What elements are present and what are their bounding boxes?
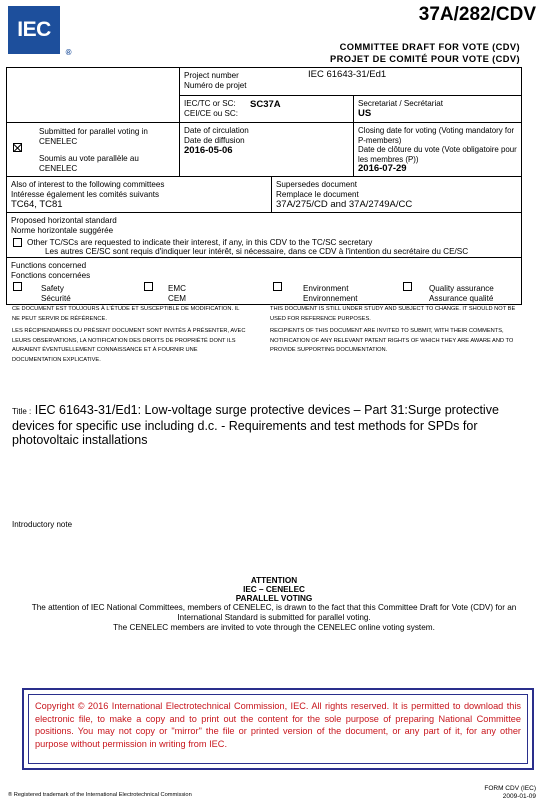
tc-cell [179,95,353,122]
circulation-label-fr: Date de diffusion [184,136,245,145]
quality-label-fr: Assurance qualité [429,294,494,303]
interest-label-fr: Intéresse également les comités suivants [11,190,160,199]
parallel-voting-en: Submitted for parallel voting in CENELEC [39,127,148,146]
secretariat-value: US [358,108,372,119]
horizontal-label-en: Proposed horizontal standard [11,216,117,225]
circulation-date-value: 2016-05-06 [184,145,233,156]
attention-heading: ATTENTION [250,576,298,585]
interest-cell [7,176,271,212]
document-title [12,403,532,447]
attention-cenelec-vote: The CENELEC members are invited to vote through the CENELEC online voting system. [113,623,435,632]
horizontal-standard-checkbox[interactable] [13,238,22,247]
emc-label-en: EMC [168,284,186,293]
registered-mark: ® [65,48,71,57]
introductory-note: Introductory note [12,520,73,529]
functions-label-en: Functions concerned [11,261,87,270]
environment-label-en: Environment [303,284,349,293]
notice-right-2: RECIPIENTS OF THIS DOCUMENT ARE INVITED TO SUBMIT, WITH THEIR COMMENTS, NOTIFICATION OF ANY RELEVANT PATENT RIGHTS OF WHICH THEY ARE AWARE AND TO PROVIDE SUPPORTING DOCUMENTATION. [270,328,514,353]
environment-label-fr: Environnement [303,294,358,303]
notice-left-1: CE DOCUMENT EST TOUJOURS À L'ÉTUDE ET SUSCEPTIBLE DE MODIFICATION. IL NE PEUT SERVIR DE RÉFÉRENCE. [12,306,240,322]
project-number-cell [179,68,521,95]
form-id: FORM CDV (IEC) [484,785,536,792]
supersedes-label-fr: Remplace le document [276,190,359,199]
iec-logo [8,6,71,57]
safety-label-fr: Sécurité [41,294,71,303]
safety-label-en: Safety [41,284,64,293]
supersedes-value: 37A/275/CD and 37A/2749A/CC [276,199,413,210]
horizontal-standard-cell [7,212,521,257]
safety-checkbox[interactable] [13,282,22,291]
emc-checkbox[interactable] [144,282,153,291]
closing-label-en: Closing date for voting (Voting mandatory for P-members) [358,126,515,145]
closing-date-cell [353,122,521,176]
attention-parallel-voting: PARALLEL VOTING [235,594,313,603]
horizontal-note-fr: Les autres CE/SC sont requis d'indiquer leur intérêt, si nécessaire, dans ce CDV à l'intention du secrétaire du CE/SC [45,247,469,256]
horizontal-note-en: Other TC/SCs are requested to indicate their interest, if any, in this CDV to the TC/SC secretary [27,238,373,247]
draft-title-en: COMMITTEE DRAFT FOR VOTE (CDV) [339,42,520,52]
interest-label-en: Also of interest to the following committees [11,180,165,189]
parallel-voting-cell [7,122,179,176]
quality-assurance-checkbox[interactable] [403,282,412,291]
project-value: IEC 61643-31/Ed1 [308,69,387,80]
tc-value: SC37A [250,99,281,110]
parallel-voting-fr: Soumis au vote parallèle au CENELEC [39,154,139,173]
logo-text: IEC [17,18,51,41]
draft-title-fr: PROJET DE COMITÉ POUR VOTE (CDV) [330,54,520,64]
secretariat-label: Secretariat / Secrétariat [358,99,444,108]
functions-label-fr: Fonctions concernées [11,271,91,280]
functions-cell [7,257,521,304]
tc-label-en: IEC/TC or SC: [184,99,236,108]
title-text: IEC 61643-31/Ed1: Low-voltage surge protective devices – Part 31:Surge protective devices for specific use including d.c. - Requirements and test methods for SPDs for photovoltaic installations [12,403,499,447]
notice-left-2: LES RÉCIPIENDAIRES DU PRÉSENT DOCUMENT SONT INVITÉS À PRÉSENTER, AVEC LEURS OBSERVATIONS, LA NOTIFICATION DES DROITS DE PROPRIÉTÉ DONT ILS AURAIENT ÉVENTUELLEMENT CONNAISSANCE ET À FOURNIR UNE DOCUMENTATION EXPLICATIVE. [12,328,246,363]
copyright-notice: Copyright © 2016 International Electrotechnical Commission, IEC. All rights reserved. It is permitted to download this electronic file, to make a copy and to print out the content for the sole purpose of preparing National Committee positions. You may not copy or "mirror" the file or printed version of the document, or any part of it, for any other purpose without permission in writing from IEC. [28,694,528,764]
circulation-date-cell [179,122,353,176]
form-date: 2009-01-09 [502,793,536,800]
closing-label-fr: Date de clôture du vote (Vote obligatoire pour les membres (P)) [358,145,517,164]
document-number: 37A/282/CDV [418,4,536,25]
trademark-note: ® Registered trademark of the International Electrotechnical Commission [8,792,192,798]
tc-label-fr: CEI/CE ou SC: [184,109,238,118]
form-identifier [484,785,536,801]
parallel-voting-checkbox[interactable] [13,143,22,152]
attention-body: The attention of IEC National Committees, members of CENELEC, is drawn to the fact that this Committee Draft for Vote (CDV) for an International Standard is submitted for parallel voting. [31,603,517,622]
emc-label-fr: CEM [168,294,186,303]
project-label-fr: Numéro de projet [184,81,247,90]
copyright-frame [22,688,534,770]
horizontal-label-fr: Norme horizontale suggérée [11,226,114,235]
interest-value: TC64, TC81 [11,199,63,210]
cdv-form-table [6,67,522,305]
circulation-label-en: Date of circulation [184,126,249,135]
supersedes-label-en: Supersedes document [276,180,357,189]
supersedes-cell [271,176,521,212]
project-label-en: Project number [184,71,239,80]
secretariat-cell [353,95,521,122]
quality-label-en: Quality assurance [429,284,494,293]
title-label: Title : [12,407,32,416]
environment-checkbox[interactable] [273,282,282,291]
notice-right-1: THIS DOCUMENT IS STILL UNDER STUDY AND SUBJECT TO CHANGE. IT SHOULD NOT BE USED FOR REFERENCE PURPOSES. [270,306,516,322]
closing-date-value: 2016-07-29 [358,163,407,175]
attention-iec-cenelec: IEC – CENELEC [243,585,305,594]
